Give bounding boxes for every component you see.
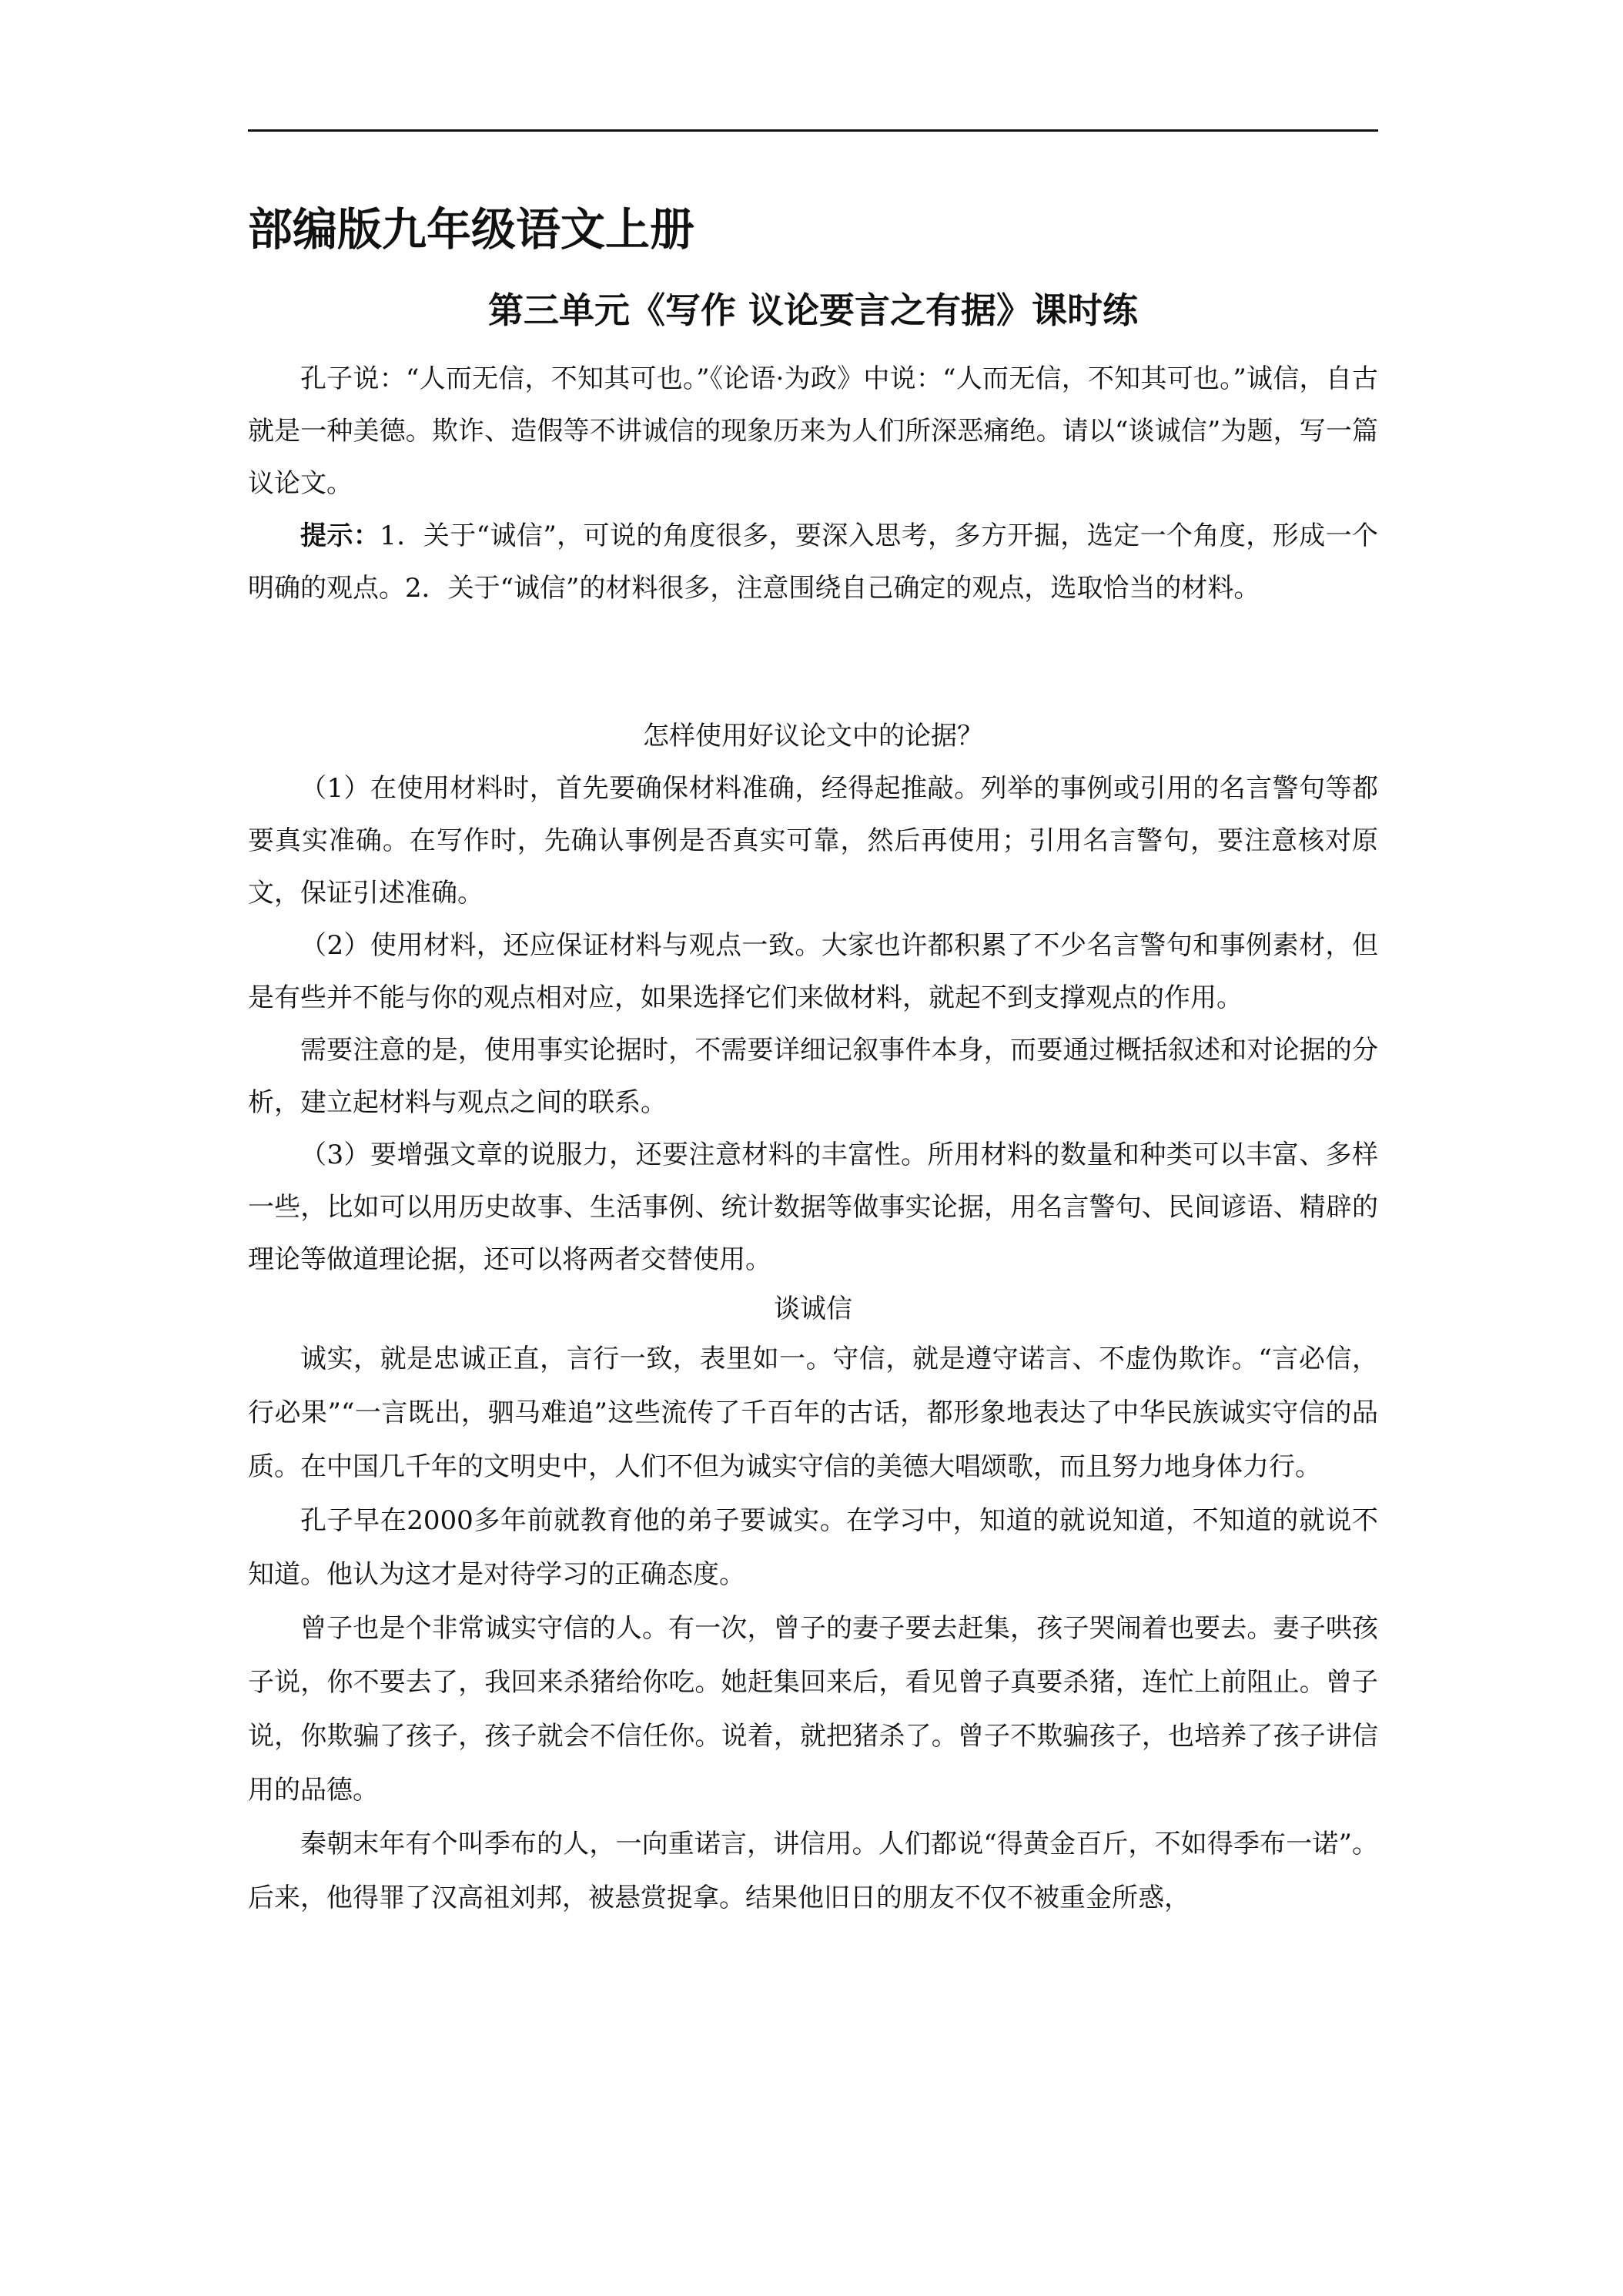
guide-paragraph: （3）要增强文章的说服力，还要注意材料的丰富性。所用材料的数量和种类可以丰富、多样一些，比如可以用历史故事、生活事例、统计数据等做事实论据，用名言警句、民间谚语、精辟的理论等做道理论据，还可以将两者交替使用。 [248,1140,1378,1275]
guide-paragraph: （2）使用材料，还应保证材料与观点一致。大家也许都积累了不少名言警句和事例素材，但是有些并不能与你的观点相对应，如果选择它们来做材料，就起不到支撑观点的作用。 [248,930,1378,1013]
prompt-intro: 孔子说：“人而无信，不知其可也。”《论语·为政》中说：“人而无信，不知其可也。”诚信，自古就是一种美德。欺诈、造假等不讲诚信的现象历来为人们所深恶痛绝。请以“谈诚信”为题，写一篇议论文。 [248,363,1378,499]
essay-title: 谈诚信 [774,1294,852,1324]
guide-heading: 怎样使用好议论文中的论据？ [643,721,983,751]
guide-paragraph: 需要注意的是，使用事实论据时，不需要详细记叙事件本身，而要通过概括叙述和对论据的分析，建立起材料与观点之间的联系。 [248,1035,1378,1118]
hint-label: 提示： [300,520,380,551]
document-title: 部编版九年级语文上册 [248,203,695,256]
essay-body [248,1332,1378,1925]
prompt-hint [248,510,1378,614]
document-body [248,191,1378,1925]
essay-paragraph: 孔子早在2000多年前就教育他的弟子要诚实。在学习中，知道的就说知道，不知道的就说不知道。他认为这才是对待学习的正确态度。 [248,1505,1378,1590]
header-rule [248,129,1378,132]
essay-paragraph: 曾子也是个非常诚实守信的人。有一次，曾子的妻子要去赶集，孩子哭闹着也要去。妻子哄孩子说，你不要去了，我回来杀猪给你吃。她赶集回来后，看见曾子真要杀猪，连忙上前阻止。曾子说，你欺骗了孩子，孩子就会不信任你。说着，就把猪杀了。曾子不欺骗孩子，也培养了孩子讲信用的品德。 [248,1613,1378,1806]
hint-text: 1．关于“诚信”，可说的角度很多，要深入思考，多方开掘，选定一个角度，形成一个明确的观点。2．关于“诚信”的材料很多，注意围绕自己确定的观点，选取恰当的材料。 [248,520,1378,604]
essay-paragraph: 秦朝末年有个叫季布的人，一向重诺言，讲信用。人们都说“得黄金百斤，不如得季布一诺”。后来，他得罪了汉高祖刘邦，被悬赏捉拿。结果他旧日的朋友不仅不被重金所惑， [248,1829,1378,1913]
guide-paragraph: （1）在使用材料时，首先要确保材料准确，经得起推敲。列举的事例或引用的名言警句等都要真实准确。在写作时，先确认事例是否真实可靠，然后再使用；引用名言警句，要注意核对原文，保证引述准确。 [248,773,1378,909]
section-gap [248,614,1378,710]
document-subtitle: 第三单元《写作 议论要言之有据》课时练 [487,290,1138,331]
essay-paragraph: 诚实，就是忠诚正直，言行一致，表里如一。守信，就是遵守诺言、不虚伪欺诈。“言必信，行必果”“一言既出，驷马难追”这些流传了千百年的古话，都形象地表达了中华民族诚实守信的品质。在中国几千年的文明史中，人们不但为诚实守信的美德大唱颂歌，而且努力地身体力行。 [248,1344,1378,1482]
